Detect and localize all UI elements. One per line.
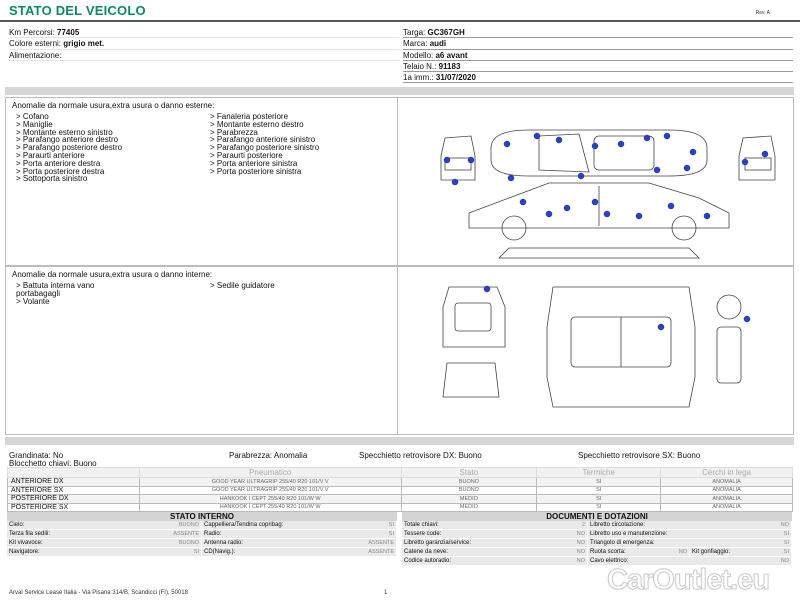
- vehicle-info-right: [403, 27, 793, 83]
- info-row-colore: Colore esterni: grigio met.: [9, 38, 399, 49]
- internal-damage-col2: [210, 282, 275, 290]
- interior-cell: Cappelliera/Tendina copribag: SI: [204, 522, 394, 528]
- damage-marker: [762, 151, 768, 157]
- documents-cell: Totale chiavi: 2: [404, 522, 585, 528]
- status-specchietto-sx: Specchietto retrovisore SX: Buono: [578, 451, 701, 460]
- tire-alloy: ANOMALIA: [661, 486, 793, 495]
- documents-cell: Codice autoradio: NO: [404, 558, 585, 564]
- documents-grid: [402, 521, 792, 566]
- interior-status-title: STATO INTERNO: [7, 512, 397, 521]
- tire-model: HANKOOK I CEPT 255/40 R20 101/W W: [139, 503, 401, 512]
- damage-item: > Porta anteriore destra: [16, 158, 101, 168]
- damage-marker: [654, 167, 660, 173]
- internal-damage-title: Anomalie da normale usura,extra usura o danno interne:: [12, 270, 213, 279]
- external-damage-col2: [210, 113, 319, 175]
- internal-damage-list-area: [6, 267, 398, 434]
- info-row-alimentazione: Alimentazione:: [9, 50, 399, 61]
- documents-cell: Ruota scorta: NO: [590, 549, 687, 555]
- tire-status: BUONO: [401, 486, 537, 495]
- table-row: [8, 486, 793, 495]
- damage-item: > Porta posteriore destra: [16, 166, 105, 176]
- tire-model: HANKOOK I CEPT 255/40 R20 101/W W: [139, 495, 401, 504]
- info-row-telaio: Telaio N.: 91183: [403, 61, 793, 72]
- tire-status: MEDIO: [401, 503, 537, 512]
- interior-row: [7, 548, 397, 557]
- footer-page-number: 1: [384, 590, 388, 596]
- tires-header-row: [8, 468, 793, 478]
- damage-item: > Paraurti anteriore: [16, 150, 85, 160]
- damage-marker: [742, 159, 748, 165]
- car-rear-panel: [745, 158, 771, 170]
- damage-marker: [578, 173, 584, 179]
- damage-item: > Battuta interna vano: [16, 281, 95, 290]
- documents-title: DOCUMENTI E DOTAZIONI: [402, 512, 792, 521]
- tire-winter: SI: [537, 503, 661, 512]
- damage-marker: [508, 175, 514, 181]
- car-top-windshield: [539, 134, 589, 172]
- internal-car-diagram-area: [399, 267, 793, 434]
- internal-damage-panel: [5, 266, 794, 435]
- damage-item: > Parabrezza: [210, 127, 258, 137]
- damage-item: > Porta posteriore sinistra: [210, 166, 302, 176]
- damage-marker: [556, 137, 562, 143]
- damage-item: > Porta anteriore sinistra: [210, 158, 298, 168]
- driver-seat-view: [717, 327, 741, 383]
- damage-item: > Paraurti posteriore: [210, 150, 283, 160]
- damage-marker: [668, 203, 674, 209]
- documents-cell: Tessere code: NO: [404, 531, 585, 537]
- tires-header: Pneumatico: [139, 468, 401, 478]
- tire-winter: SI: [537, 478, 661, 487]
- trunk-view: [443, 287, 505, 347]
- damage-marker: [546, 211, 552, 217]
- damage-marker: [744, 316, 750, 322]
- info-row-modello: Modello: a6 avant: [403, 50, 793, 61]
- damage-item: > Parafango posteriore sinistro: [210, 143, 320, 153]
- tire-alloy: ANOMALIA: [661, 503, 793, 512]
- external-damage-list-area: [6, 98, 398, 265]
- documents-row: [402, 539, 792, 548]
- interior-cell: Navigatore: SI: [9, 549, 199, 555]
- tire-position: POSTERIORE SX: [8, 503, 140, 512]
- documents-cell: Catene da neve: NO: [404, 549, 585, 555]
- documents-cell: Cavo elettrico: NO: [590, 558, 789, 564]
- car-top-view: [491, 130, 707, 176]
- status-parabrezza: Parabrezza: Anomalia: [229, 451, 308, 460]
- info-row-immatricolazione: 1a imm.: 31/07/2020: [403, 72, 793, 83]
- damage-marker: [636, 213, 642, 219]
- interior-row: [7, 539, 397, 548]
- documents-row: [402, 530, 792, 539]
- external-damage-title: Anomalie da normale usura,extra usura o danno esterne:: [12, 101, 215, 110]
- interior-row: [7, 530, 397, 539]
- seat-rear-view: [443, 363, 499, 397]
- car-interior-diagram: [399, 267, 795, 434]
- vehicle-info-left: [9, 27, 399, 61]
- damage-item: > Cofano: [16, 112, 49, 121]
- tire-model: GOOD YEAR ULTRAGRIP 255/40 R20 101/V V: [139, 478, 401, 487]
- damage-marker: [690, 149, 696, 155]
- interior-cell: Radio: SI: [204, 531, 394, 537]
- car-bottom-outline: [499, 248, 699, 258]
- tire-position: ANTERIORE DX: [8, 478, 140, 487]
- external-car-diagram-area: [399, 98, 793, 265]
- documents-cell: Libretto uso e manutenzione: SI: [590, 531, 789, 537]
- status-blocchetto: Blocchetto chiavi: Buono: [9, 459, 97, 468]
- damage-item: > Montante esterno destro: [210, 119, 304, 129]
- external-damage-col1: [16, 113, 122, 183]
- damage-item: > Montante esterno sinistro: [16, 127, 113, 137]
- damage-marker: [658, 324, 664, 330]
- interior-cell: CD(Navig.): ASSENTE: [204, 549, 394, 555]
- tire-status: MEDIO: [401, 495, 537, 504]
- damage-marker: [520, 199, 526, 205]
- documents-row: [402, 548, 792, 557]
- info-row-targa: Targa: GC367GH: [403, 27, 793, 38]
- damage-item: > Fanaleria posteriore: [210, 112, 289, 121]
- interior-status-grid: [7, 521, 397, 557]
- tire-model: GOOD YEAR ULTRAGRIP 255/40 R20 101/V V: [139, 486, 401, 495]
- tire-winter: SI: [537, 495, 661, 504]
- damage-marker: [604, 211, 610, 217]
- damage-item: > Sottoporta sinistro: [16, 174, 88, 184]
- damage-item: > Sedile guidatore: [210, 281, 275, 290]
- page-title: STATO DEL VEICOLO: [9, 3, 146, 18]
- damage-item: > Maniglie: [16, 119, 53, 129]
- damage-marker: [484, 286, 490, 292]
- damage-marker: [618, 141, 624, 147]
- interior-row: [7, 521, 397, 530]
- damage-item: > Parafango anteriore sinistro: [210, 135, 316, 145]
- damage-marker: [468, 157, 474, 163]
- damage-item: > Volante: [16, 296, 50, 306]
- tires-table: [7, 467, 793, 512]
- documents-cell: Triangolo di emergenza: SI: [590, 540, 789, 546]
- internal-damage-col1: [16, 282, 95, 305]
- tire-position: ANTERIORE SX: [8, 486, 140, 495]
- tire-position: POSTERIORE DX: [8, 495, 140, 504]
- documents-row: [402, 521, 792, 530]
- tire-alloy: ANOMALIA: [661, 478, 793, 487]
- revision-label: Rev. A: [755, 10, 770, 16]
- damage-marker: [664, 133, 670, 139]
- footer-company: Arval Service Lease Italia - Via Pisana 314/B, Scandicci (FI), 50018: [9, 590, 188, 596]
- damage-marker: [592, 143, 598, 149]
- table-row: [8, 478, 793, 487]
- documents-cell: Libretto circolazione: NO: [590, 522, 789, 528]
- title-rule: [0, 20, 800, 22]
- car-top-roof: [594, 136, 654, 170]
- damage-marker: [534, 133, 540, 139]
- section-divider: [5, 437, 794, 445]
- trunk-floor: [455, 303, 491, 331]
- info-row-km: Km Percorsi: 77405: [9, 27, 399, 38]
- interior-damage-markers: [484, 286, 750, 330]
- tire-status: BUONO: [401, 478, 537, 487]
- tires-header: Stato: [401, 468, 537, 478]
- watermark-logo: CarOutlet.eu: [607, 564, 770, 596]
- damage-item: portabagagli: [16, 288, 61, 298]
- info-row-marca: Marca: audi: [403, 38, 793, 49]
- section-divider: [5, 87, 794, 95]
- car-exterior-diagram: [399, 98, 795, 265]
- status-grandinata: Grandinata: No: [9, 451, 64, 460]
- tire-alloy: ANOMALIA: [661, 495, 793, 504]
- damage-item: > Parafango posteriore destro: [16, 143, 123, 153]
- table-row: [8, 503, 793, 512]
- interior-cell: Kit vivavoce: BUONO: [9, 540, 199, 546]
- external-damage-panel: [5, 97, 794, 266]
- interior-cell: Terza fila sedili: ASSENTE: [9, 531, 199, 537]
- damage-item: > Parafango anteriore destro: [16, 135, 119, 145]
- damage-marker: [452, 179, 458, 185]
- damage-marker: [704, 213, 710, 219]
- tires-header: [8, 468, 140, 478]
- damage-marker: [444, 157, 450, 163]
- tires-header: Cerchi in lega: [661, 468, 793, 478]
- damage-marker: [644, 135, 650, 141]
- status-specchietto-dx: Specchietto retrovisore DX: Buono: [359, 451, 482, 460]
- damage-marker: [592, 199, 598, 205]
- tire-winter: SI: [537, 486, 661, 495]
- damage-marker: [564, 205, 570, 211]
- documents-cell: Kit gonfiaggio: SI: [692, 549, 789, 555]
- table-row: [8, 495, 793, 504]
- interior-cell: Antenna radio: ASSENTE: [204, 540, 394, 546]
- tires-header: Termiche: [537, 468, 661, 478]
- steering-wheel-view: [717, 295, 741, 319]
- interior-cell: Cielo: BUONO: [9, 522, 199, 528]
- damage-marker: [504, 141, 510, 147]
- documents-cell: Libretto garanzia/service: NO: [404, 540, 585, 546]
- damage-marker: [684, 165, 690, 171]
